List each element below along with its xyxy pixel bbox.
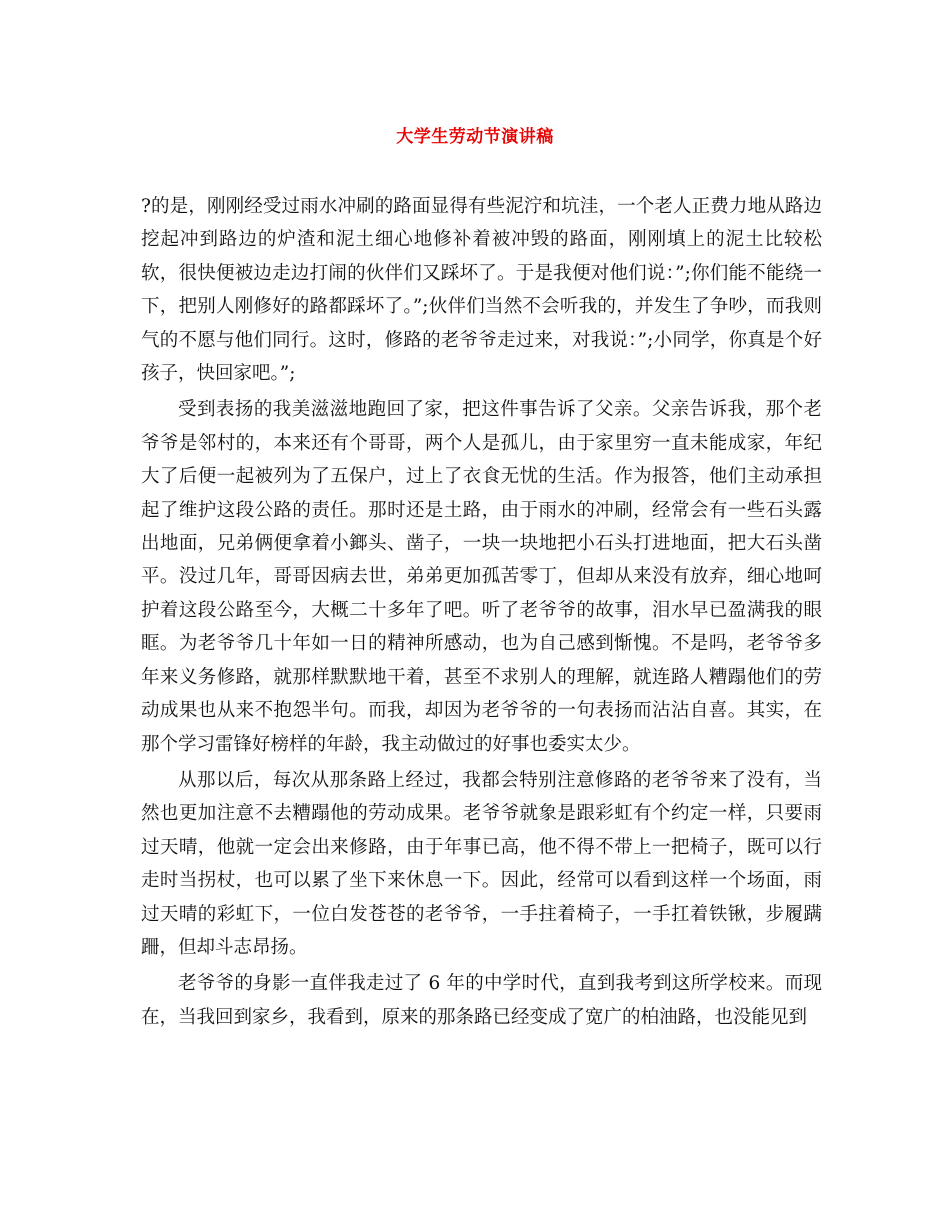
document-body	[141, 190, 822, 1037]
paragraph: 受到表扬的我美滋滋地跑回了家，把这件事告诉了父亲。父亲告诉我，那个老爷爷是邻村的，本来还有个哥哥，两个人是孤儿，由于家里穷一直未能成家，年纪大了后便一起被列为了五保户，过上了衣食无忧的生活。作为报答，他们主动承担起了维护这段公路的责任。那时还是土路，由于雨水的冲刷，经常会有一些石头露出地面，兄弟俩便拿着小鎯头、凿子，一块一块地把小石头打进地面，把大石头凿平。没过几年，哥哥因病去世，弟弟更加孤苦零丁，但却从来没有放弃，细心地呵护着这段公路至今，大概二十多年了吧。听了老爷爷的故事，泪水早已盈满我的眼眶。为老爷爷几十年如一日的精神所感动，也为自己感到惭愧。不是吗，老爷爷多年来义务修路，就那样默默地干着，甚至不求别人的理解，就连路人糟蹋他们的劳动成果也从来不抱怨半句。而我，却因为老爷爷的一句表扬而沾沾自喜。其实，在那个学习雷锋好榜样的年龄，我主动做过的好事也委实太少。	[141, 399, 822, 755]
paragraph: 老爷爷的身影一直伴我走过了 6 年的中学时代，直到我考到这所学校来。而现在，当我回到家乡，我看到，原来的那条路已经变成了宽广的柏油路，也没能见到	[141, 973, 822, 1028]
paragraph: ?的是，刚刚经受过雨水冲刷的路面显得有些泥泞和坑洼，一个老人正费力地从路边挖起冲到路边的炉渣和泥土细心地修补着被冲毁的路面，刚刚填上的泥土比较松软，很快便被边走边打闹的伙伴们又踩坏了。于是我便对他们说：”;你们能不能绕一下，把别人刚修好的路都踩坏了。”;伙伴们当然不会听我的，并发生了争吵，而我则气的不愿与他们同行。这时，修路的老爷爷走过来，对我说：”;小同学，你真是个好孩子，快回家吧。”;	[141, 196, 822, 385]
document-title: 大学生劳动节演讲稿	[396, 127, 554, 147]
paragraph: 从那以后，每次从那条路上经过，我都会特别注意修路的老爷爷来了没有，当然也更加注意不去糟蹋他的劳动成果。老爷爷就象是跟彩虹有个约定一样，只要雨过天晴，他就一定会出来修路，由于年事已高，他不得不带上一把椅子，既可以行走时当拐杖，也可以累了坐下来休息一下。因此，经常可以看到这样一个场面，雨过天晴的彩虹下，一位白发苍苍的老爷爷，一手拄着椅子，一手扛着铁锹，步履蹒跚，但却斗志昂扬。	[141, 769, 822, 958]
